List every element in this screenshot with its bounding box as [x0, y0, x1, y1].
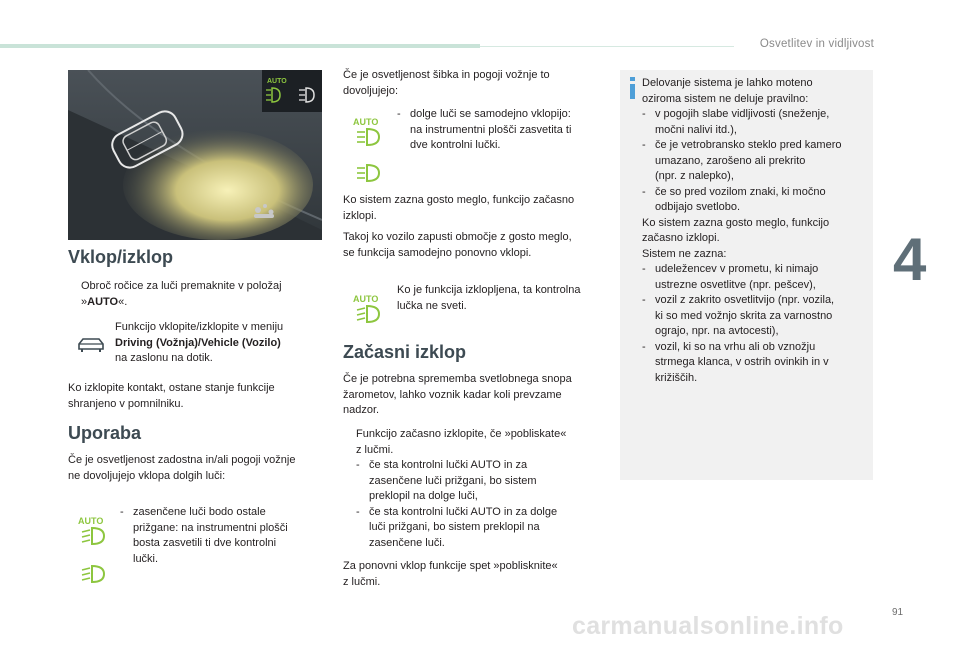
menu-note — [115, 320, 330, 367]
zacasni-subitems — [356, 458, 606, 551]
list-item: - vozil, ki so na vrhu ali ob vznožju strmega klanca, v ostrih ovinkih in v križiščih. — [642, 340, 829, 384]
list-item: - če sta kontrolni lučki AUTO in za zasenčene luči prižgani, bo sistem preklopil na dolge luči, — [356, 459, 537, 502]
uporaba-intro-line: ne dovoljujejo vklopa dolgih luči: — [68, 469, 226, 482]
zacasni-intro: Če je potrebna sprememba svetlobnega snopa žarometov, lahko voznik kadar koli prevzame nadzor. — [343, 373, 572, 416]
svg-text:AUTO: AUTO — [353, 294, 379, 304]
middle-item: - dolge luči se samodejno vklopijo: na instrumentni plošči zasvetita ti dve kontrolni lučki. — [397, 107, 607, 154]
uporaba-intro — [68, 453, 328, 484]
heading-zacasni-izklop: Začasni izklop — [343, 342, 467, 362]
list-item: - v pogojih slabe vidljivosti (sneženje, močni nalivi itd.), — [642, 108, 830, 136]
car-settings-icon — [76, 335, 106, 353]
list-item: - če sta kontrolni lučki AUTO in za dolge luči prižgani, bo sistem preklopil na zasenčene luči. — [356, 505, 558, 549]
header-rule — [480, 46, 734, 47]
step-value-post: «. — [118, 295, 128, 308]
uporaba-item: - zasenčene luči bodo ostale prižgane: na instrumentni plošči bosta zasvetili ti dve kontrolni lučki. — [120, 505, 325, 567]
info-text: Delovanje sistema je lahko moteno oziroma sistem ne deluje pravilno: - v pogojih slabe vidljivosti (sneženje, močni nalivi itd.), - če je vetrobransko steklo pred kamero umazano, zarošeno ali prekrito (npr. z nalepko), - če so pred vozilom znaki, ki močno odbijajo svetlobo. Ko sistem zazna gosto meglo, funkcijo začasno izklopi. Sistem ne zazna: - udeležencev v prometu, ki nimajo ustrezne osvetlitve (npr. pešcev), - vozil z zakrito osvetlitvijo (npr. vozila, ki so med vožnjo skrita za varnostno ograjo, npr. na avtocesti), - vozil, ki so na vrhu ali ob vznožju strmega klanca, v ostrih ovinkih in v križiščih. — [642, 76, 868, 386]
list-item: - če je vetrobransko steklo pred kamero umazano, zarošeno ali prekrito (npr. z nalepko), — [642, 139, 842, 182]
memory-note-line: Ko izklopite kontakt, ostane stanje funkcije — [68, 382, 275, 394]
svg-text:AUTO: AUTO — [78, 516, 104, 526]
menu-note-line1: Funkcijo vklopite/izklopite v meniju — [115, 321, 284, 333]
info-icon — [627, 77, 638, 99]
watermark: carmanualsonline.info — [572, 612, 844, 640]
heading-vklop-izklop: Vklop/izklop — [68, 247, 174, 267]
svg-text:AUTO: AUTO — [353, 117, 379, 127]
list-item: - vozil z zakrito osvetlitvijo (npr. vozila, ki so med vožnjo skrita za varnostno ograjo, npr. na avtocesti), — [642, 294, 835, 337]
step-text: Obroč ročice za luči premaknite v položaj — [81, 280, 282, 292]
list-item: - če so pred vozilom znaki, ki močno odbijajo svetlobo. — [642, 185, 826, 213]
step-value-auto: AUTO — [87, 295, 119, 308]
zacasni-step: Funkcijo začasno izklopite, če »pobliskate« z lučmi. — [343, 427, 605, 458]
step-turn-ring — [68, 279, 328, 310]
step-bullet — [68, 279, 81, 310]
chapter-number: 4 — [893, 226, 927, 293]
low-beam-icon — [80, 563, 110, 585]
middle-intro: Če je osvetljenost šibka in pogoji vožnje to dovoljujejo: — [343, 69, 550, 97]
uporaba-intro-line: Če je osvetljenost zadostna in/ali pogoji vožnje — [68, 454, 296, 466]
list-item: - udeležencev v prometu, ki nimajo ustrezne osvetlitve (npr. pešcev), — [642, 263, 819, 291]
header-accent-bar — [0, 44, 480, 48]
restart-note: Za ponovni vklop funkcije spet »poblisknite« z lučmi. — [343, 560, 558, 588]
page-number: 91 — [892, 607, 904, 618]
indicator-auto-label: AUTO — [267, 78, 287, 85]
step-bullet — [343, 427, 356, 458]
dash: - — [120, 506, 124, 518]
car-headlight-photo — [68, 70, 322, 240]
section-header-title: Osvetlitev in vidljivost — [759, 38, 874, 50]
dash: - — [397, 108, 401, 120]
step-value-pre: » — [81, 295, 88, 308]
dashboard-indicator-panel — [262, 70, 322, 112]
memory-note-line: shranjeno v pomnilniku. — [68, 397, 184, 410]
auto-low-beam-icon — [78, 515, 110, 547]
auto-off-icon — [353, 293, 385, 325]
auto-high-beam-icon — [353, 116, 385, 148]
fog-note: Ko sistem zazna gosto meglo, funkcijo začasno izklopi. — [343, 194, 575, 222]
memory-note — [68, 381, 328, 412]
high-beam-icon — [355, 162, 385, 184]
menu-note-path: Driving (Vožnja)/Vehicle (Vozilo) — [115, 336, 281, 349]
auto-high-beam-indicators — [262, 70, 322, 112]
heading-uporaba: Uporaba — [68, 423, 142, 443]
off-note: Ko je funkcija izklopljena, ta kontrolna lučka ne sveti. — [397, 284, 581, 312]
menu-note-line3: na zaslonu na dotik. — [115, 352, 213, 364]
exit-fog-note: Takoj ko vozilo zapusti območje z gosto meglo, se funkcija samodejno ponovno vklopi. — [343, 231, 572, 259]
